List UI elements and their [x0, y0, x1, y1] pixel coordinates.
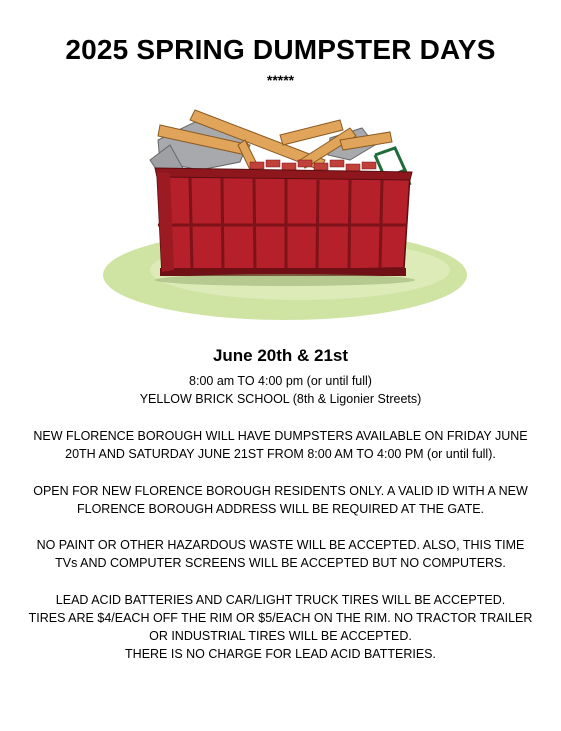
- text-line: 20TH AND SATURDAY JUNE 21ST FROM 8:00 AM TO 4:00 PM (or until full).: [65, 447, 496, 461]
- text-line: OR INDUSTRIAL TIRES WILL BE ACCEPTED.: [149, 629, 412, 643]
- text-line: LEAD ACID BATTERIES AND CAR/LIGHT TRUCK TIRES WILL BE ACCEPTED.: [55, 593, 506, 607]
- event-dates: June 20th & 21st: [212, 346, 349, 365]
- event-hours: 8:00 am TO 4:00 pm (or until full): [189, 374, 372, 388]
- event-location: YELLOW BRICK SCHOOL (8th & Ligonier Streets): [139, 392, 422, 406]
- decorative-stars: *****: [266, 72, 295, 88]
- text-line: OPEN FOR NEW FLORENCE BOROUGH RESIDENTS ONLY. A VALID ID WITH A NEW: [33, 484, 528, 498]
- text-line: NO PAINT OR OTHER HAZARDOUS WASTE WILL BE ACCEPTED. ALSO, THIS TIME: [36, 538, 525, 552]
- text-line: TVs AND COMPUTER SCREENS WILL BE ACCEPTED BUT NO COMPUTERS.: [55, 556, 506, 570]
- dumpster-illustration: [100, 100, 470, 330]
- text-line: THERE IS NO CHARGE FOR LEAD ACID BATTERIES.: [125, 647, 436, 661]
- text-line: NEW FLORENCE BOROUGH WILL HAVE DUMPSTERS AVAILABLE ON FRIDAY JUNE: [33, 429, 528, 443]
- page-title: 2025 SPRING DUMPSTER DAYS: [65, 34, 496, 65]
- dumpster-body: [157, 172, 410, 272]
- text-line: TIRES ARE $4/EACH OFF THE RIM OR $5/EACH ON THE RIM. NO TRACTOR TRAILER: [28, 611, 533, 625]
- text-line: FLORENCE BOROUGH ADDRESS WILL BE REQUIRED AT THE GATE.: [76, 502, 485, 516]
